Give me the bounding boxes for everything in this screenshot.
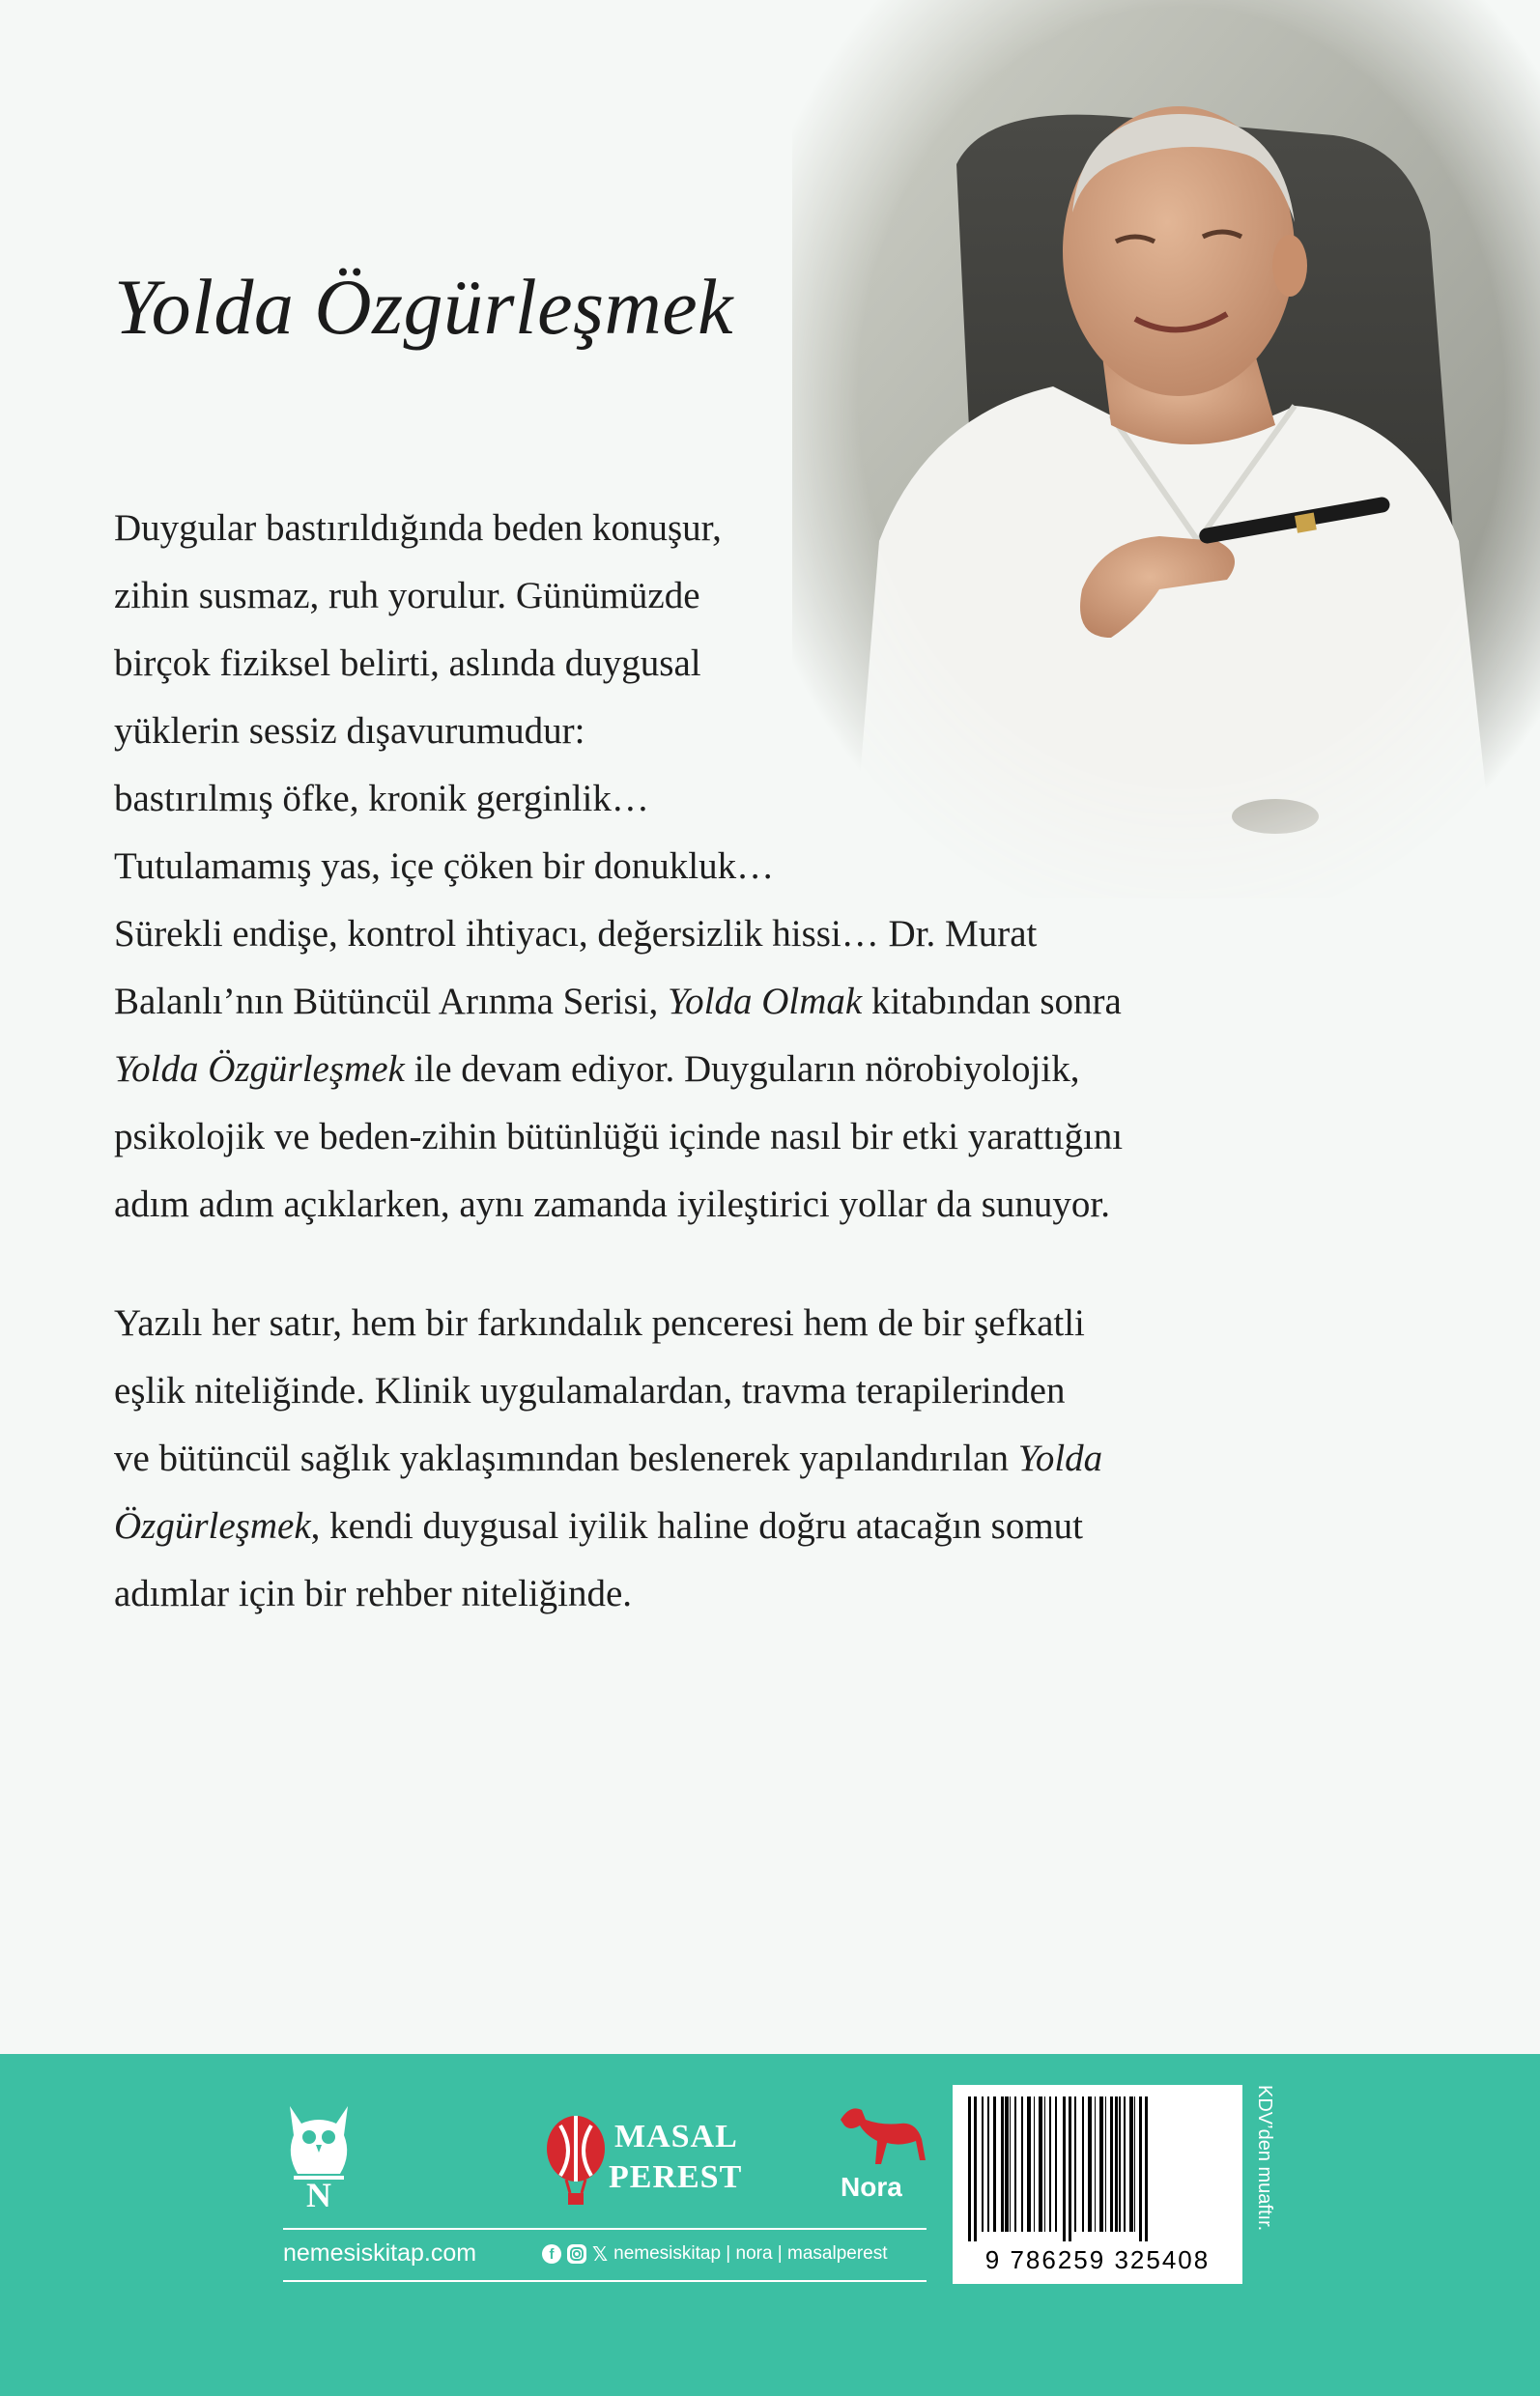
nora-logo-text: Nora bbox=[841, 2172, 902, 2202]
text-segment: Balanlı’nın Bütüncül Arınma Serisi, bbox=[114, 981, 669, 1022]
barcode-bar bbox=[1044, 2096, 1045, 2232]
owl-logo-icon bbox=[280, 2095, 357, 2211]
barcode-bar bbox=[987, 2096, 989, 2232]
barcode-bar bbox=[1119, 2096, 1121, 2232]
tax-note bbox=[1254, 2085, 1279, 2284]
description-paragraph-1 bbox=[114, 495, 1123, 1239]
masal-logo-line1: MASAL bbox=[614, 2119, 738, 2154]
paragraph-line: birçok fiziksel belirti, aslında duygusal bbox=[114, 642, 701, 684]
barcode-bar bbox=[993, 2096, 996, 2232]
paragraph-line: psikolojik ve beden-zihin bütünlüğü içinde nasıl bir etki yarattığını bbox=[114, 1116, 1124, 1157]
barcode-bar bbox=[982, 2096, 984, 2232]
barcode-bar bbox=[1115, 2096, 1118, 2232]
barcode-bar bbox=[1055, 2096, 1057, 2232]
barcode-bar bbox=[974, 2096, 977, 2241]
isbn-barcode bbox=[953, 2085, 1242, 2284]
barcode-bar bbox=[1039, 2096, 1042, 2232]
website-link[interactable]: nemesiskitap.com bbox=[283, 2239, 477, 2267]
barcode-bar bbox=[1139, 2096, 1142, 2241]
barcode-bar bbox=[1095, 2096, 1096, 2232]
text-segment: , kendi duygusal iyilik haline doğru atacağın somut bbox=[310, 1505, 1083, 1547]
paragraph-line: adımlar için bir rehber niteliğinde. bbox=[114, 1573, 633, 1614]
footer-divider-bottom bbox=[283, 2280, 927, 2282]
svg-text:N: N bbox=[306, 2176, 331, 2211]
barcode-bar bbox=[1082, 2096, 1084, 2232]
barcode-bar bbox=[1124, 2096, 1126, 2232]
footer-band bbox=[0, 2054, 1540, 2396]
paragraph-line bbox=[114, 1493, 1102, 1560]
masal-logo-line2: PEREST bbox=[609, 2159, 743, 2195]
paragraph-line: yüklerin sessiz dışavurumudur: bbox=[114, 710, 585, 752]
paragraph-line: Sürekli endişe, kontrol ihtiyacı, değersizlik hissi… Dr. Murat bbox=[114, 913, 1038, 955]
barcode-bar bbox=[1001, 2096, 1004, 2232]
italic-book-reference: Yolda Olmak bbox=[668, 981, 863, 1022]
x-icon[interactable]: 𝕏 bbox=[592, 2243, 609, 2266]
barcode-bars bbox=[964, 2096, 1231, 2241]
barcode-bar bbox=[1049, 2096, 1051, 2232]
paragraph-line: eşlik niteliğinde. Klinik uygulamalardan, travma terapilerinden bbox=[114, 1370, 1066, 1412]
barcode-bar bbox=[1074, 2096, 1076, 2232]
paragraph-line: zihin susmaz, ruh yorulur. Günümüzde bbox=[114, 575, 700, 616]
text-segment: ve bütüncül sağlık yaklaşımından beslenerek yapılandırılan bbox=[114, 1438, 1018, 1479]
paragraph-line bbox=[114, 968, 1123, 1036]
paragraph-line bbox=[114, 1036, 1123, 1103]
barcode-bar bbox=[1063, 2096, 1066, 2241]
tax-note-text: KDV’den muaftır. bbox=[1254, 2085, 1275, 2232]
paragraph-line: Yazılı her satır, hem bir farkındalık penceresi hem de bir şefkatli bbox=[114, 1302, 1085, 1344]
book-title: Yolda Özgürleşmek bbox=[114, 263, 733, 351]
italic-book-reference: Yolda bbox=[1017, 1438, 1103, 1479]
barcode-bar bbox=[1110, 2096, 1113, 2232]
barcode-bar bbox=[1145, 2096, 1148, 2241]
barcode-bar bbox=[1014, 2096, 1016, 2232]
instagram-icon[interactable] bbox=[567, 2244, 586, 2264]
barcode-bar bbox=[1010, 2096, 1011, 2232]
social-handles: nemesiskitap | nora | masalperest bbox=[613, 2243, 888, 2264]
barcode-bar bbox=[1099, 2096, 1103, 2232]
barcode-bar bbox=[968, 2096, 971, 2241]
footer-divider-top bbox=[283, 2228, 927, 2230]
paragraph-line: adım adım açıklarken, aynı zamanda iyileştirici yollar da sunuyor. bbox=[114, 1184, 1111, 1225]
text-segment: ile devam ediyor. Duyguların nörobiyolojik, bbox=[404, 1048, 1080, 1090]
italic-book-reference: Özgürleşmek bbox=[114, 1505, 311, 1547]
social-row bbox=[542, 2239, 888, 2268]
barcode-bar bbox=[1027, 2096, 1031, 2232]
isbn-number: 9 786259 325408 bbox=[984, 2245, 1211, 2274]
italic-book-reference: Yolda Özgürleşmek bbox=[114, 1048, 405, 1090]
paragraph-line: Duygular bastırıldığında beden konuşur, bbox=[114, 507, 722, 549]
barcode-bar bbox=[1088, 2096, 1092, 2232]
barcode-bar bbox=[1069, 2096, 1071, 2241]
barcode-bar bbox=[1129, 2096, 1133, 2232]
text-segment: kitabından sonra bbox=[862, 981, 1122, 1022]
barcode-bar bbox=[1021, 2096, 1023, 2232]
barcode-bar bbox=[1005, 2096, 1009, 2232]
paragraph-line: bastırılmış öfke, kronik gerginlik… bbox=[114, 778, 649, 819]
barcode-bar bbox=[1105, 2096, 1106, 2232]
paragraph-line bbox=[114, 1425, 1102, 1493]
barcode-bar bbox=[1034, 2096, 1035, 2232]
description-paragraph-2 bbox=[114, 1290, 1102, 1628]
paragraph-line: Tutulamamış yas, içe çöken bir donukluk… bbox=[114, 845, 775, 887]
facebook-icon[interactable]: f bbox=[542, 2244, 561, 2264]
barcode-bar bbox=[1134, 2096, 1135, 2232]
